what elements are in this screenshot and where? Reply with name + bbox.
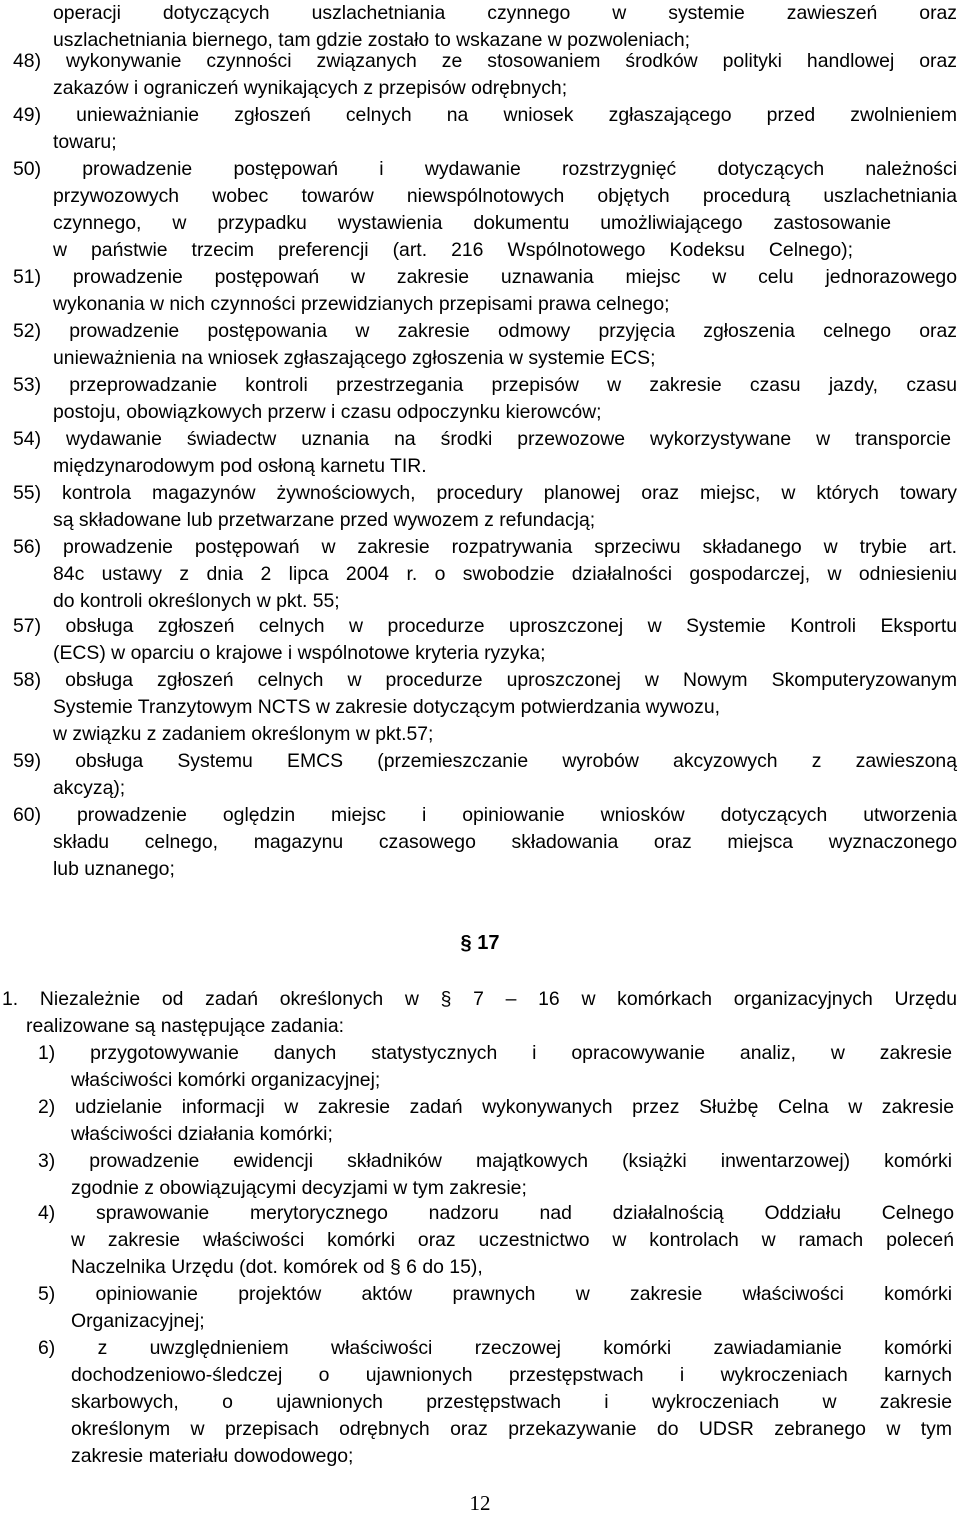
- text-line: skarbowych, o ujawnionych przestępstwach i wykroczeniach w zakresie: [71, 1391, 952, 1413]
- text-line: określonym w przepisach odrębnych oraz przekazywanie do UDSR zebranego w tym: [71, 1418, 952, 1440]
- text-line: zakazów i ograniczeń wynikających z przepisów odrębnych;: [53, 77, 568, 99]
- text-line: właściwości komórki organizacyjnej;: [71, 1069, 381, 1091]
- list-item-60: 60) prowadzenie oględzin miejsc i opiniowanie wniosków dotyczących utworzenia: [13, 804, 957, 826]
- text-line: akcyzą);: [53, 777, 126, 799]
- text-line: postoju, obowiązkowych przerw i czasu odpoczynku kierowców;: [53, 401, 602, 423]
- list-item-58: 58) obsługa zgłoszeń celnych w procedurze uproszczonej w Nowym Skomputeryzowanym: [13, 669, 957, 691]
- page-number: 12: [469, 1491, 491, 1515]
- list-item-53: 53) przeprowadzanie kontroli przestrzegania przepisów w zakresie czasu jazdy, czasu: [13, 374, 957, 396]
- text-line: 84c ustawy z dnia 2 lipca 2004 r. o swobodzie działalności gospodarczej, w odniesieniu: [53, 563, 957, 585]
- list-item-51: 51) prowadzenie postępowań w zakresie uznawania miejsc w celu jednorazowego: [13, 266, 957, 288]
- list-item-52: 52) prowadzenie postępowania w zakresie odmowy przyjęcia zgłoszenia celnego oraz: [13, 320, 957, 342]
- sublist-item-6: 6) z uwzględnieniem właściwości rzeczowej komórki zawiadamianie komórki: [38, 1337, 952, 1359]
- sublist-item-5: 5) opiniowanie projektów aktów prawnych w zakresie właściwości komórki: [38, 1283, 952, 1305]
- text-line: są składowane lub przetwarzane przed wywozem z refundacją;: [53, 509, 596, 531]
- text-line: składu celnego, magazynu czasowego składowania oraz miejsca wyznaczonego: [53, 831, 957, 853]
- text-line: realizowane są następujące zadania:: [26, 1015, 345, 1037]
- sublist-item-2: 2) udzielanie informacji w zakresie zadań wykonywanych przez Służbę Celna w zakresie: [38, 1096, 954, 1118]
- list-item-59: 59) obsługa Systemu EMCS (przemieszczanie wyrobów akcyzowych z zawieszoną: [13, 750, 957, 772]
- list-item-49: 49) unieważnianie zgłoszeń celnych na wniosek zgłaszającego przed zwolnieniem: [13, 104, 957, 126]
- paragraph-1: 1. Niezależnie od zadań określonych w § 7 – 16 w komórkach organizacyjnych Urzędu: [2, 988, 957, 1010]
- text-line: towaru;: [53, 131, 117, 153]
- list-item-48: 48) wykonywanie czynności związanych ze stosowaniem środków polityki handlowej oraz: [13, 50, 957, 72]
- text-line: międzynarodowym pod osłoną karnetu TIR.: [53, 455, 427, 477]
- list-item-57: 57) obsługa zgłoszeń celnych w procedurze uproszczonej w Systemie Kontroli Eksportu: [13, 615, 957, 637]
- sublist-item-3: 3) prowadzenie ewidencji składników majątkowych (książki inwentarzowej) komórki: [38, 1150, 952, 1172]
- text-line: operacji dotyczących uszlachetniania czynnego w systemie zawieszeń oraz: [53, 2, 957, 24]
- text-line: w związku z zadaniem określonym w pkt.57;: [53, 723, 434, 745]
- text-line: właściwości działania komórki;: [71, 1123, 333, 1145]
- text-line: zgodnie z obowiązującymi decyzjami w tym zakresie;: [71, 1177, 527, 1199]
- text-line: dochodzeniowo-śledczej o ujawnionych przestępstwach i wykroczeniach karnych: [71, 1364, 952, 1386]
- text-line: zakresie materiału dowodowego;: [71, 1445, 354, 1467]
- text-line: Organizacyjnej;: [71, 1310, 205, 1332]
- list-item-55: 55) kontrola magazynów żywnościowych, procedury planowej oraz miejsc, w których towary: [13, 482, 957, 504]
- sublist-item-4: 4) sprawowanie merytorycznego nadzoru nad działalnością Oddziału Celnego: [38, 1202, 954, 1224]
- text-line: w państwie trzecim preferencji (art. 216 Wspólnotowego Kodeksu Celnego);: [53, 239, 853, 261]
- text-line: (ECS) w oparciu o krajowe i wspólnotowe kryteria ryzyka;: [53, 642, 546, 664]
- text-line: przywozowych wobec towarów niewspólnotowych objętych procedurą uszlachetniania: [53, 185, 957, 207]
- text-line: lub uznanego;: [53, 858, 175, 880]
- text-line: wykonania w nich czynności przewidzianych przepisami prawa celnego;: [53, 293, 670, 315]
- text-line: w zakresie właściwości komórki oraz uczestnictwo w kontrolach w ramach poleceń: [71, 1229, 954, 1251]
- text-line: Systemie Tranzytowym NCTS w zakresie dotyczącym potwierdzania wywozu,: [53, 696, 721, 718]
- text-line: Naczelnika Urzędu (dot. komórek od § 6 do 15),: [71, 1256, 483, 1278]
- section-title: § 17: [460, 932, 500, 954]
- list-item-50: 50) prowadzenie postępowań i wydawanie rozstrzygnięć dotyczących należności: [13, 158, 957, 180]
- list-item-56: 56) prowadzenie postępowań w zakresie rozpatrywania sprzeciwu składanego w trybie art.: [13, 536, 957, 558]
- text-line: unieważnienia na wniosek zgłaszającego zgłoszenia w systemie ECS;: [53, 347, 656, 369]
- text-line: do kontroli określonych w pkt. 55;: [53, 590, 340, 612]
- text-line: czynnego, w przypadku wystawienia dokumentu umożliwiającego zastosowanie: [53, 212, 891, 234]
- text-line: uszlachetniania biernego, tam gdzie zostało to wskazane w pozwoleniach;: [53, 29, 691, 51]
- list-item-54: 54) wydawanie świadectw uznania na środki przewozowe wykorzystywane w transporcie: [13, 428, 951, 450]
- sublist-item-1: 1) przygotowywanie danych statystycznych i opracowywanie analiz, w zakresie: [38, 1042, 952, 1064]
